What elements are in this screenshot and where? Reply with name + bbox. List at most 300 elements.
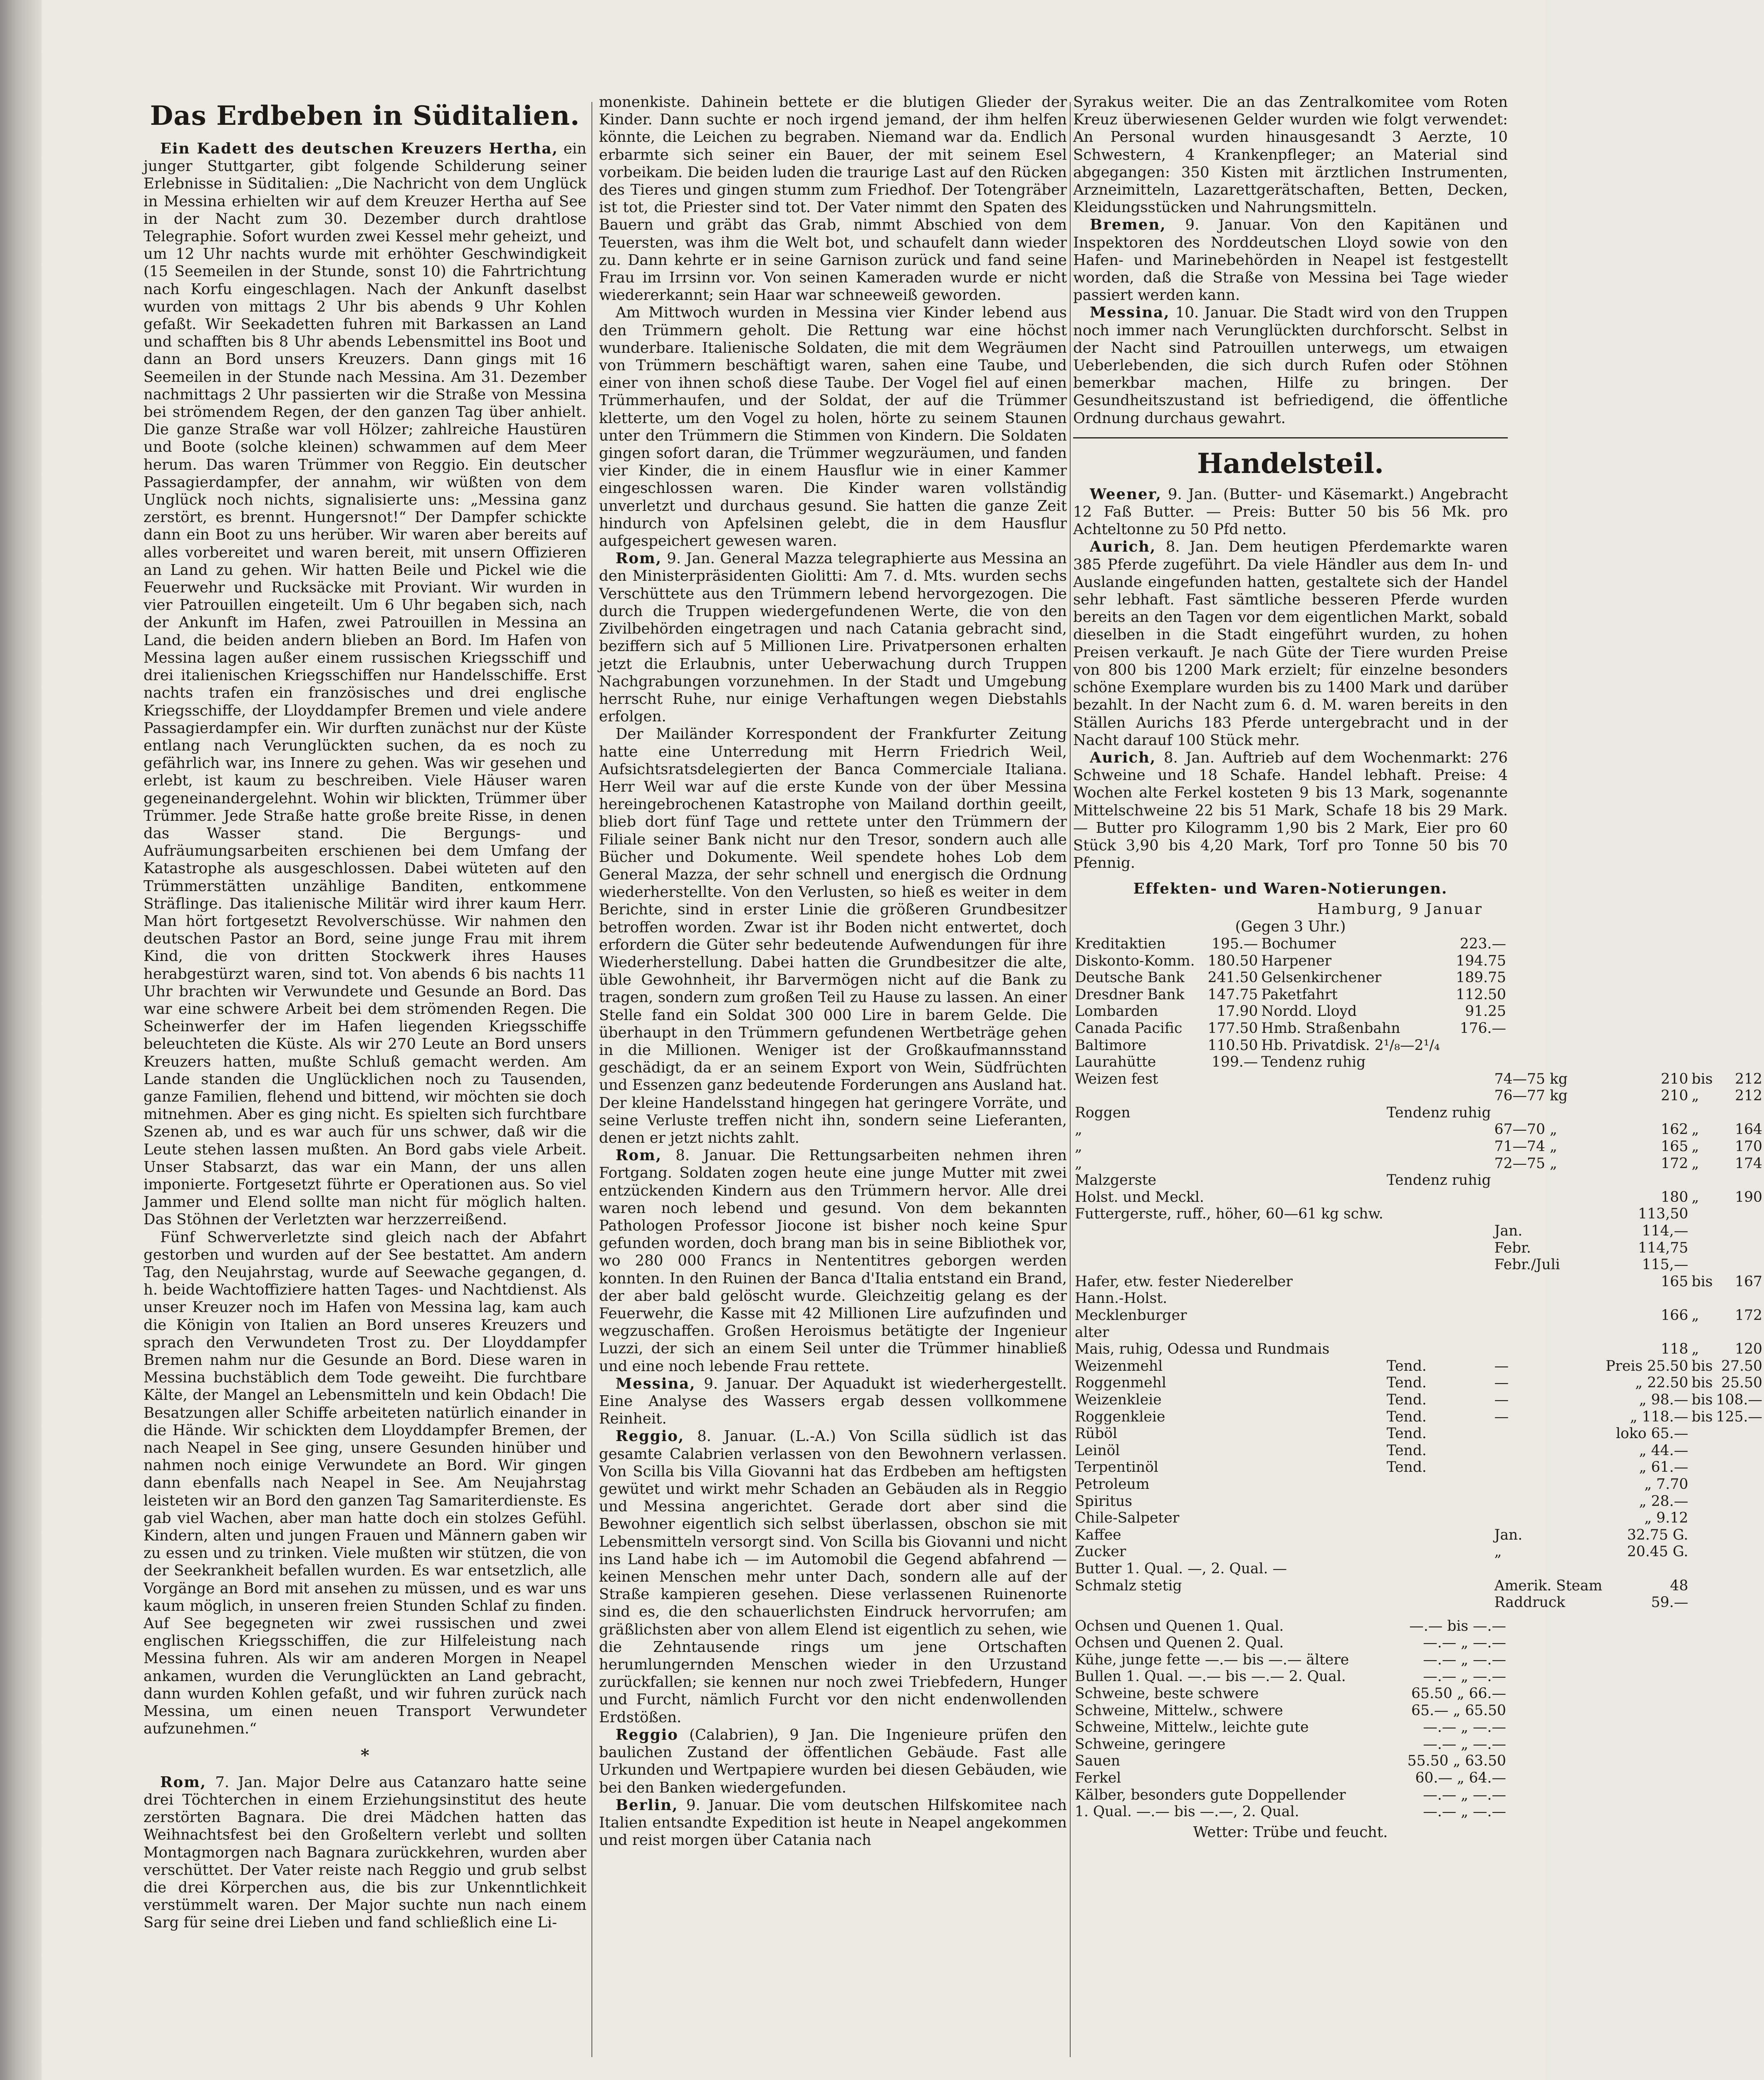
table-cell [1715,1510,1764,1527]
table-cell [1715,1459,1764,1476]
table-cell: 223.— [1460,935,1506,952]
table-cell: „ 22.50 [1635,1374,1688,1392]
dateline: Reggio, [616,1428,685,1445]
article-paragraph: Reggio (Calabrien), 9 Jan. Die Ingenieure prüfen den baulichen Zustand der öffentlichen Gebäude. Fast alle Urkunden und Wertpapiere wurden bei diesen Gebäuden, wie bei den Banken wiedergefunden. [599,1726,1067,1796]
table-cell [1385,1307,1493,1324]
table-row [1073,986,1508,1003]
table-cell: „ 61.— [1639,1459,1688,1476]
table-cell [1690,1560,1715,1577]
table-cell: 113,50 [1638,1206,1688,1223]
table-cell: Sauen [1075,1753,1121,1770]
table-cell: 176.— [1460,1020,1506,1037]
table-cell: 59.— [1651,1594,1688,1611]
table-cell: „ [1075,1121,1082,1138]
table-cell: Baltimore [1075,1037,1147,1054]
table-cell [1073,1087,1385,1104]
table-row [1073,1155,1764,1172]
dateline: Rom, [616,1147,662,1164]
table-cell: Tend. [1386,1391,1427,1408]
table-cell [1690,1577,1715,1595]
article-paragraph: Bremen, 9. Januar. Von den Kapitänen und Inspektoren des Norddeutschen Lloyd sowie von den Hafen- und Marinebehörden in Neapel ist festgestellt worden, daß die Straße von Messina bei Tage wieder passiert werden kann. [1073,216,1508,304]
scan-gutter-shadow [0,0,42,2080]
table-cell: Kälber, besonders gute Doppellender [1075,1786,1346,1803]
table-cell: Bochumer [1261,935,1336,952]
table-cell: 114,— [1642,1223,1688,1240]
table-cell [1715,1493,1764,1510]
table-cell [1385,1577,1493,1595]
weather-note: Wetter: Trübe und feucht. [1193,1823,1388,1841]
table-cell: Terpentinöl [1075,1459,1158,1476]
table-cell: Hb. Privatdisk. 2¹/₈—2¹/₄ [1261,1037,1440,1054]
table-cell: Roggenkleie [1075,1408,1165,1425]
table-cell: Hann.-Holst. [1075,1290,1168,1307]
table-cell: Tend. [1386,1459,1427,1476]
table-cell: 65.50 „ 66.— [1411,1685,1506,1702]
table-row [1073,1527,1764,1544]
table-cell: Tend. [1386,1374,1427,1392]
table-cell: Schweine, beste schwere [1075,1685,1259,1702]
table-cell [1451,1037,1508,1054]
table-cell: alter [1075,1324,1109,1341]
table-cell [1385,1256,1493,1273]
column-rule [591,102,592,2057]
table-cell: Amerik. Steam [1494,1577,1603,1594]
table-cell [1690,1510,1715,1527]
table-cell: Hmb. Straßenbahn [1261,1020,1400,1037]
table-cell [1715,1442,1764,1459]
dateline: Weener, [1090,485,1162,503]
table-cell: „ 44.— [1639,1442,1688,1459]
table-cell: 76—77 kg [1494,1087,1568,1104]
dateline: Berlin, [616,1796,678,1814]
table-row [1073,1071,1764,1088]
table-cell: Paketfahrt [1261,986,1338,1003]
table-row [1073,1324,1764,1341]
article-paragraph: Berlin, 9. Januar. Die vom deutschen Hilfskomitee nach Italien entsandte Expedition ist heute in Neapel angekommen und reist morgen über Catania nach [599,1796,1067,1849]
table-cell: „ [1494,1543,1502,1560]
table-cell [1385,1290,1493,1307]
table-cell: loko 65.— [1616,1425,1688,1442]
table-cell [1073,1256,1385,1273]
table-cell: 210 [1660,1070,1688,1087]
table-cell: Febr./Juli [1494,1256,1560,1273]
table-row [1073,1560,1764,1577]
table-cell: Zucker [1075,1543,1126,1560]
table-row [1073,1594,1764,1611]
table-cell [1493,1273,1604,1290]
article-paragraph: monenkiste. Dahinein bettete er die blutigen Glieder der Kinder. Dann suchte er noch irgend jemand, der ihm helfen könnte, die Leichen zu begraben. Niemand war da. Endlich erbarmte sich seiner ein Bauer, der mit seinem Esel vorbeikam. Die beiden luden die traurige Last auf den Rücken des Tieres und gingen stumm zum Friedhof. Der Totengräber ist tot, die Priester sind tot. Der Vater nimmt den Spaten des Bauern und gräbt das Grab, nimmt Abschied von dem Teuersten, was ihm die Welt bot, und schaufelt dann wieder zu. Dann kehrte er in seine Garnison zurück und fand seine Frau im Irrsinn vor. Von seinen Kameraden wurde er nicht wiedererkannt; sein Haar war schneeweiß geworden. [599,94,1067,304]
table-cell: „ [1691,1121,1699,1138]
table-cell [1493,1104,1604,1122]
table-row [1073,1442,1764,1459]
table-row [1073,1652,1508,1669]
table-row [1073,1577,1764,1595]
table-cell: „ 9.12 [1644,1510,1688,1527]
table-cell [1715,1543,1764,1560]
table-cell [1385,1527,1493,1544]
table-row [1073,1240,1764,1257]
table-cell [1385,1324,1493,1341]
table-cell [1385,1510,1493,1527]
table-cell: 48 [1670,1577,1688,1594]
table-cell: Tend. [1386,1408,1427,1425]
waren-table [1073,1071,1764,1611]
article-paragraph: Messina, 10. Januar. Die Stadt wird von den Truppen noch immer nach Verunglückten durchforscht. Selbst in der Nacht sind Patrouillen unterwegs, um etwaigen Ueberlebenden, die sich durch Rufen oder Stöhnen bemerkbar machen, Hilfe zu bringen. Der Gesundheitszustand ist befriedigend, die öffentliche Ordnung durchaus gewahrt. [1073,304,1508,427]
table-cell: 60.— „ 64.— [1415,1770,1506,1787]
table-row [1073,1392,1764,1409]
table-row [1073,1206,1764,1223]
table-cell: 17.90 [1217,1003,1258,1020]
table-cell [1715,1324,1764,1341]
table-cell: —.— bis —.— [1409,1617,1506,1634]
quotes-title: Effekten- und Waren-Notierungen. [1133,880,1448,898]
table-cell: 1. Qual. —.— bis —.—, 2. Qual. [1075,1803,1299,1820]
table-row [1073,1459,1764,1476]
table-row [1073,1787,1508,1804]
table-row [1073,1668,1508,1685]
table-cell: Tend. [1386,1425,1427,1442]
table-row [1073,1803,1508,1820]
table-cell: 165 [1660,1138,1688,1155]
table-cell [1493,1290,1604,1307]
table-cell [1715,1256,1764,1273]
table-cell [1690,1172,1715,1189]
table-cell [1493,1425,1604,1442]
table-cell: Harpener [1261,952,1332,969]
table-cell [1493,1510,1604,1527]
table-row [1073,1634,1508,1652]
table-cell: „ 28.— [1639,1493,1688,1510]
table-cell: 112.50 [1456,986,1506,1003]
article-paragraph: Der Mailänder Korrespondent der Frankfurter Zeitung hatte eine Unterredung mit Herrn Friedrich Weil, Aufsichtsratsdelegierten der Banca Commerciale Italiana. Herr Weil war auf die erste Kunde von der über Messina hereingebrochenen Katastrophe von Mailand dorthin geeilt, blieb dort fünf Tage und rettete unter den Trümmern der Filiale seiner Bank nicht nur den Tresor, sondern auch alle Bücher und Dokumente. Weil spendete hohes Lob dem General Mazza, der sehr schnell und energisch die Ordnung wiederherstellte. Von den Verlusten, so hieß es weiter in dem Berichte, sind in erster Linie die größeren Grundbesitzer betroffen worden. Zwar ist ihr Boden nicht entwertet, doch erfordern die Güter sehr bedeutende Aufwendungen für ihre Wiederherstellung. Dabei hatten die Grundbesitzer die alte, üble Gewohnheit, ihr Barvermögen nicht auf die Bank zu tragen, sondern zum großen Teil zu Hause zu lassen. An einer Stelle fand ein Soldat 300 000 Lire in barem Gelde. Die überhaupt in den Trümmern gefundenen Wertbeträge gehen in die Millionen. Weniger ist der Großkaufmannsstand geschädigt, da er an seinem Export von Wein, Südfrüchten und Essenzen ganz bedeutende Forderungen ans Ausland hat. Der kleine Handelsstand hingegen hat geringere Vorräte, und seine Verluste treffen nicht ihn, sondern seine Lieferanten, denen er jetzt nichts zahlt. [599,726,1067,1146]
table-cell: 195.— [1211,935,1258,952]
table-cell [1690,1459,1715,1476]
table-row [1073,1476,1764,1493]
table-cell: Preis 25.50 [1606,1357,1688,1374]
table-cell [1604,1560,1690,1577]
table-cell: Gelsenkirchener [1261,969,1382,986]
table-cell [1385,1087,1493,1104]
table-cell: 20.45 G. [1627,1543,1688,1560]
table-cell: — [1494,1374,1509,1392]
table-cell: 180.50 [1207,952,1258,969]
table-cell: —.— „ —.— [1423,1651,1506,1668]
market-report: Weener, 9. Jan. (Butter- und Käsemarkt.) Angebracht 12 Faß Butter. — Preis: Butter 50 bis 56 Mk. pro Achteltonne zu 50 Pfd netto. [1073,485,1508,538]
article-paragraph: Ein Kadett des deutschen Kreuzers Hertha, ein junger Stuttgarter, gibt folgende Schilderung seiner Erlebnisse in Süditalien: „Die Nachricht von dem Unglück in Messina erhielten wir auf dem Kreuzer Hertha auf See in der Nacht zum 30. Dezember durch drahtlose Telegraphie. Sofort wurden zwei Kessel mehr geheizt, und um 12 Uhr nachts wurde mit erhöhter Geschwindigkeit (15 Seemeilen in der Stunde, sonst 10) die Fahrtrichtung nach Korfu eingeschlagen. Nach der Ankunft daselbst wurden von mittags 2 Uhr bis abends 9 Uhr Kohlen gefaßt. Wir Seekadetten fuhren mit Barkassen an Land und schafften bis 8 Uhr abends Lebensmittel ins Boot und dann an Bord unsers Kreuzers. Dann gings mit 16 Seemeilen in der Stunde nach Messina. Am 31. Dezember nachmittags 2 Uhr passierten wir die Straße von Messina bei strömendem Regen, der den ganzen Tag über anhielt. Die ganze Straße war voll Hölzer; zahlreiche Haustüren und Boote (solche kleinen) schwammen auf dem Meer herum. Das waren Trümmer von Reggio. Ein deutscher Passagierdampfer, der annahm, wir wüßten von dem Unglück noch nichts, signalisierte uns: „Messina ganz zerstört, es brennt. Hungersnot!“ Der Dampfer schickte dann ein Boot zu uns herüber. Wir waren aber bereits auf alles vorbereitet und waren bereit, mit unsern Offizieren an Land zu gehen. Wir hatten Beile und Pickel wie die Feuerwehr und Rucksäcke mit Proviant. Wir wurden in vier Patrouillen eingeteilt. Um 6 Uhr begaben sich, nach der Ankunft im Hafen, zwei Patrouillen in Messina an Land, die beiden andern blieben an Bord. Im Hafen von Messina lagen außer einem russischen Kriegsschiff und drei italienischen Kriegsschiffen nur Handelsschiffe. Erst nachts trafen ein französisches und drei englische Kriegsschiffe, der Lloyddampfer Bremen und viele andere Passagierdampfer ein. Wir durften zunächst nur der Küste entlang nach Verunglückten suchen, da es noch zu gefährlich war, ins Innere zu gehen. Was wir gesehen und erlebt, ist kaum zu beschreiben. Viele Häuser waren gegeneinandergelehnt. Wohin wir blickten, Trümmer über Trümmer. Jede Straße hatte große breite Risse, in denen das Wasser stand. Die Bergungs- und Aufräumungsarbeiten erschienen bei dem Umfang der Katastrophe als ausgeschlossen. Dabei wüteten auf den Trümmerstätten unzählige Banditen, entkommene Sträflinge. Das italienische Militär wird ihrer kaum Herr. Man hört fortgesetzt Revolverschüsse. Wir nahmen den deutschen Pastor an Bord, seine junge Frau mit ihrem Kind, die von dritten Stockwerk ihres Hauses herabgestürzt waren, sind tot. Von abends 6 bis nachts 11 Uhr brachten wir Verwundete und Gesunde an Bord. Das war eine schwere Arbeit bei dem strömenden Regen. Die Scheinwerfer der im Hafen liegenden Kriegsschiffe beleuchteten die Küste. Als wir 270 Leute an Bord unsers Kreuzers hatten, mußte Schluß gemacht werden. Am Lande standen die Unglücklichen noch zu Tausenden, ganze Familien, flehend und bittend, wir möchten sie doch mitnehmen. Aber es ging nicht. Es spielten sich furchtbare Szenen ab, und es war auch für uns schwer, daß wir die Leute stehen lassen mußten. An Bord gabs viele Arbeit. Unser Stabsarzt, das war ein Mann, der uns allen imponierte. Fortgesetzt führte er Operationen aus. So viel Jammer und Elend sollte man nicht für möglich halten. Das Stöhnen der Verletzten war herzzerreißend. [143,140,586,1228]
table-cell: 27.50 [1721,1357,1762,1374]
dateline: Messina, [1090,304,1170,322]
table-cell [1493,1493,1604,1510]
table-cell: 162 [1660,1121,1688,1138]
table-cell: Weizenkleie [1075,1391,1162,1408]
table-cell: Nordd. Lloyd [1261,1003,1357,1020]
table-cell: Futtergerste, ruff., höher, 60—61 kg schw. [1075,1206,1383,1223]
table-row [1073,1020,1508,1037]
table-cell: „ [1691,1189,1699,1206]
table-row [1073,1425,1764,1442]
table-cell: Ochsen und Quenen 1. Qual. [1075,1617,1284,1634]
table-cell: Jan. [1494,1526,1523,1543]
table-cell [1385,1240,1493,1257]
table-cell: „ [1691,1155,1699,1172]
table-row [1073,936,1508,953]
table-cell [1385,1189,1493,1206]
table-cell [1073,1240,1385,1257]
table-cell: bis [1691,1408,1713,1425]
table-cell: Tendenz ruhig [1386,1104,1491,1121]
table-cell: — [1494,1357,1509,1374]
table-cell: 194.75 [1456,952,1506,969]
table-cell: 210 [1660,1087,1688,1104]
table-cell: 166 [1660,1307,1688,1324]
table-cell [1385,1138,1493,1155]
table-cell [1715,1172,1764,1189]
table-cell: Butter 1. Qual. —, 2. Qual. — [1075,1560,1287,1577]
table-cell: Deutsche Bank [1075,969,1185,986]
table-cell: Bullen 1. Qual. —.— bis —.— 2. Qual. [1075,1668,1346,1685]
table-row [1073,1087,1764,1104]
table-cell: —.— „ —.— [1423,1786,1506,1803]
table-cell [1493,1442,1604,1459]
table-cell [1385,1273,1493,1290]
table-cell: 189.75 [1456,969,1506,986]
table-cell: Chile-Salpeter [1075,1510,1180,1527]
table-cell: 72—75 „ [1494,1155,1557,1172]
table-cell [1715,1206,1764,1223]
table-cell [1385,1560,1493,1577]
table-cell: 110.50 [1207,1037,1258,1054]
table-cell [1715,1290,1764,1307]
table-cell: Leinöl [1075,1442,1120,1459]
table-cell: 172 [1735,1307,1762,1324]
table-cell: Malzgerste [1075,1172,1157,1189]
quotes-time: (Gegen 3 Uhr.) [1235,918,1346,935]
table-row [1073,1256,1764,1273]
table-row [1073,1273,1764,1290]
table-cell: 199.— [1211,1054,1258,1071]
table-cell: Kühe, junge fette —.— bis —.— ältere [1075,1651,1349,1668]
market-report: Aurich, 8. Jan. Auftrieb auf dem Wochenmarkt: 276 Schweine und 18 Schafe. Handel lebhaft. Preise: 4 Wochen alte Ferkel kosteten 9 bis 13 Mark, sogenannte Mittelschweine 22 bis 51 Mark, Schafe 18 bis 29 Mark. — Butter pro Kilogramm 1,90 bis 2 Mark, Eier pro 60 Stück 3,90 bis 4,20 Mark, Torf pro Tonne 50 bis 70 Pfennig. [1073,749,1508,872]
table-cell [1715,1104,1764,1122]
table-cell: Roggenmehl [1075,1374,1166,1392]
table-cell: —.— „ —.— [1423,1803,1506,1820]
table-cell: „ [1691,1307,1699,1324]
article-paragraph: Rom, 8. Januar. Die Rettungsarbeiten nehmen ihren Fortgang. Soldaten zogen heute eine junge Mutter mit zwei entzückenden Kindern aus den Trümmern hervor. Alle drei waren noch lebend und gesund. Von dem bekannten Pathologen Professor Jiocone ist bisher noch keine Spur gefunden worden, doch brang man bis in seine Bibliothek vor, wo 280 000 Francs in Nententitres geborgen werden konnten. In den Ruinen der Banca d'Italia entstand ein Brand, der aber bald gelöscht wurde. Gleichzeitig gelang es der Feuerwehr, die Kasse mit 42 Millionen Lire aufzufinden und wegzuschaffen. Großen Heroismus betätigte der Ingenieur Luzzi, der sich an einem Seil unter die Trümmer hinabließ und eine noch lebende Frau rettete. [599,1147,1067,1375]
table-cell: Raddruck [1494,1594,1566,1611]
table-cell: Schmalz stetig [1075,1577,1182,1594]
table-cell: 32.75 G. [1627,1526,1688,1543]
table-cell: Kaffee [1075,1526,1121,1543]
table-cell: 125.— [1716,1408,1762,1425]
column-3 [1073,94,1762,2080]
table-cell: 115,— [1642,1256,1688,1273]
table-cell: Febr. [1494,1239,1531,1256]
table-cell: Tend. [1386,1442,1427,1459]
dateline: Bremen, [1090,216,1166,234]
table-row [1073,1037,1508,1054]
table-row [1073,1374,1764,1392]
table-cell [1690,1324,1715,1341]
table-row [1073,1618,1508,1635]
table-cell: Schweine, Mittelw., leichte gute [1075,1719,1309,1736]
table-cell: 25.50 [1721,1374,1762,1392]
table-cell [1385,1155,1493,1172]
table-cell [1385,1594,1493,1611]
table-cell [1690,1256,1715,1273]
table-cell: Weizen fest [1075,1070,1158,1087]
table-cell [1493,1560,1604,1577]
table-cell [1690,1425,1715,1442]
table-cell: —.— „ —.— [1423,1634,1506,1652]
table-cell: 165 [1660,1273,1688,1290]
table-row [1073,1172,1764,1189]
table-cell [1690,1206,1715,1223]
dateline: Aurich, [1090,538,1156,556]
table-cell [1385,1223,1493,1240]
table-cell: Tendenz ruhig [1386,1172,1491,1189]
dateline: Aurich, [1090,749,1156,766]
table-cell [1385,1543,1493,1560]
table-row [1073,1290,1764,1307]
table-cell [1493,1307,1604,1324]
table-cell: 108.— [1716,1391,1762,1408]
table-cell: Ferkel [1075,1770,1121,1787]
table-cell [1715,1594,1764,1611]
table-cell: 172 [1660,1155,1688,1172]
quotes-place: Hamburg, 9 Januar [1317,900,1483,918]
table-cell: Diskonto-Komm. [1075,952,1195,969]
table-cell: 164 [1735,1121,1762,1138]
table-cell: Mecklenburger [1075,1307,1187,1324]
table-cell: Tend. [1386,1357,1427,1374]
table-cell [1604,1290,1690,1307]
table-cell [1493,1206,1604,1223]
table-cell: Holst. und Meckl. [1075,1189,1204,1206]
article-paragraph: Fünf Schwerverletzte sind gleich nach der Abfahrt gestorben und wurden auf der See bestattet. Am andern Tag, den Neujahrstag, wurde auf Seewache gegangen, d. h. beide Wachtoffiziere hatten Tages- und Nachtdienst. Als unser Kreuzer noch im Hafen von Messina lag, kam auch die Königin von Italien an Bord unseres Kreuzers und sprach den Verwundeten Trost zu. Der Lloyddampfer Bremen nahm nur die Gesunde an Bord. Diese waren in Messina buchstäblich dem Tode geweiht. Die furchtbare Kälte, der Mangel an Lebensmitteln und kein Obdach! Die Besatzungen aller Schiffe arbeiteten natürlich einander in die Hände. Wir schickten dem Lloyddampfer Bremen, der nach Neapel in See ging, unsere Gesunden hinüber und nahmen noch einige Verwundete an Bord. Wir gingen dann ebenfalls nach Neapel in See. Am Neujahrstag leisteten wir an Bord den ganzen Tag Samariterdienste. Es gab viel Wachen, aber man hatte doch ein stolzes Gefühl. Kindern, alten und jungen Frauen und Männern gaben wir zu essen und zu trinken. Viele mußten wir stützen, die von der Seekrankheit befallen wurden. Es war entsetzlich, alle Vorgänge an Bord mit ansehen zu müssen, und es war uns kaum möglich, in unseren freien Stunden Schlaf zu finden. Auf See begegneten wir zwei russischen und zwei englischen Kriegsschiffen, die zur Hilfeleistung nach Messina fuhren. Als wir am anderen Morgen in Neapel ankamen, wurden die Verunglückten an Land gebracht, dann wurden Kohlen gefaßt, und wir fuhren zurück nach Messina, um einen neuen Transport Verwundeter aufzunehmen.“ [143,1228,586,1738]
table-cell: 71—74 „ [1494,1138,1557,1155]
table-cell [1604,1324,1690,1341]
table-cell [1715,1560,1764,1577]
table-row [1073,969,1508,986]
table-row [1073,1685,1508,1702]
table-row [1073,1736,1508,1753]
table-cell: Roggen [1075,1104,1131,1121]
table-cell: — [1494,1408,1509,1425]
article-paragraph: Am Mittwoch wurden in Messina vier Kinder lebend aus den Trümmern geholt. Die Rettung war eine höchst wunderbare. Italienische Soldaten, die mit dem Wegräumen von Trümmern beschäftigt waren, sahen eine Taube, und einer von ihnen schoß diese Taube. Der Vogel fiel auf einen Trümmerhaufen, und der Soldat, der auf die Trümmer kletterte, um den Vogel zu holen, hörte zu seinem Staunen unter den Trümmern die Stimmen von Kindern. Die Soldaten gingen sofort daran, die Trümmer wegzuräumen, und fanden vier Kinder, die in einem Hausflur wie in einer Kammer eingeschlossen waren. Die Kinder waren vollständig unverletzt und durchaus gesund. Sie hatten die ganze Zeit hindurch von Apfelsinen gelebt, die in dem Hausflur aufgespeichert gewesen waren. [599,304,1067,550]
table-cell [1690,1104,1715,1122]
table-cell: „ [1691,1087,1699,1104]
table-cell: Dresdner Bank [1075,986,1185,1003]
dateline: Rom, [616,550,662,567]
table-cell [1604,1104,1690,1122]
table-cell [1385,1071,1493,1088]
table-cell [1690,1543,1715,1560]
table-cell: 241.50 [1207,969,1258,986]
column-2 [599,94,1067,2080]
table-cell [1715,1527,1764,1544]
table-row [1073,1493,1764,1510]
table-cell [1715,1577,1764,1595]
table-cell: 212 [1735,1070,1762,1087]
table-cell [1385,1206,1493,1223]
table-cell [1715,1223,1764,1240]
table-cell [1690,1223,1715,1240]
table-cell [1690,1527,1715,1544]
table-cell [1493,1189,1604,1206]
table-cell [1073,1594,1385,1611]
table-cell: Tendenz ruhig [1261,1054,1366,1071]
table-cell: — [1494,1391,1509,1408]
table-cell: 147.75 [1207,986,1258,1003]
table-cell: Canada Pacific [1075,1020,1183,1037]
article-paragraph: Reggio, 8. Januar. (L.-A.) Von Scilla südlich ist das gesamte Calabrien verlassen von den Bewohnern verlassen. Von Scilla bis Villa Giovanni hat das Erdbeben am heftigsten gewütet und wirkt mehr Schaden an Gebäuden als in Reggio und Messina angerichtet. Gerade dort aber sind die Bewohner eigentlich sich selbst überlassen, obschon sie mit Lebensmitteln versorgt sind. Von Scilla bis Giovanni und nicht ins Land habe ich — im Automobil die Gegend abfahrend — keinen Menschen mehr unter Dach, sondern alle auf der Straße kampieren gesehen. Diese verlassenen Ruinenorte sind es, die den schauerlichsten Eindruck hervorrufen; am gräßlichsten aber von allem Elend ist eigentlich zu sehen, wie die Zehntausende rings um jene Ortschaften herumlungernden Menschen wieder in den Urzustand zurückfallen; sie kennen nur noch zwei Triebfedern, Hunger und Furcht, nämlich Furcht vor den nicht endenwollenden Erdstößen. [599,1428,1067,1726]
table-cell [1715,1425,1764,1442]
table-cell: —.— „ —.— [1423,1668,1506,1685]
column-rule [1070,102,1071,2057]
table-cell: 55.50 „ 63.50 [1407,1753,1506,1770]
table-cell: 212 [1735,1087,1762,1104]
table-row [1073,1510,1764,1527]
table-cell [1690,1594,1715,1611]
table-cell: —.— „ —.— [1423,1719,1506,1736]
table-cell [1385,1341,1493,1358]
effekten-table [1073,936,1508,1071]
table-cell: 91.25 [1465,1003,1506,1020]
dateline: Reggio [616,1726,678,1743]
table-cell: 180 [1660,1189,1688,1206]
table-cell: „ [1075,1155,1082,1172]
vieh-table [1073,1618,1508,1820]
table-cell [1715,1240,1764,1257]
table-row [1073,1341,1764,1358]
table-cell: bis [1691,1273,1713,1290]
dateline: Messina, [616,1375,696,1392]
table-row [1073,1307,1764,1324]
table-cell: Schweine, geringere [1075,1736,1226,1753]
section-rule [1073,437,1508,438]
table-cell [1073,1223,1385,1240]
table-cell [1690,1240,1715,1257]
table-cell: bis [1691,1070,1713,1087]
table-cell: Rüböl [1075,1425,1118,1442]
market-report: Aurich, 8. Jan. Dem heutigen Pferdemarkte waren 385 Pferde zugeführt. Da viele Händler aus dem In- und Auslande eingefunden hatten, gestaltete sich der Handel sehr lebhaft. Fast sämtliche besseren Pferde wurden bereits an den Tagen vor dem eigentlichen Markt, sobald dieselben in die Stadt eingeführt wurden, zu hohen Preisen verkauft. Je nach Güte der Tiere wurden Preise von 800 bis 1200 Mark erzielt; für einzelne besonders schöne Exemplare wurden bis zu 1400 Mark und darüber bezahlt. In der Nacht zum 6. d. M. waren bereits in den Ställen Aurichs 183 Pferde untergebracht und in der Nacht darauf 100 Stück mehr. [1073,538,1508,749]
table-cell: Kreditaktien [1075,935,1166,952]
table-cell [1385,1476,1493,1493]
table-cell [1493,1476,1604,1493]
table-cell [1604,1172,1690,1189]
table-row [1073,1189,1764,1206]
table-cell: bis [1691,1357,1713,1374]
table-cell [1385,1121,1493,1138]
table-cell: „ [1691,1341,1699,1358]
table-row [1073,953,1508,970]
table-cell [1451,1054,1508,1071]
dateline: Rom, [160,1773,207,1791]
table-cell: 170 [1735,1138,1762,1155]
table-cell: Mais, ruhig, Odessa und Rundmais [1075,1341,1330,1358]
table-row [1073,1543,1764,1560]
article-paragraph: Rom, 7. Jan. Major Delre aus Catanzaro hatte seine drei Töchterchen in einem Erziehungsinstitut des heute zerstörten Bagnara. Die drei Mädchen hatten das Weihnachtsfest bei den Großeltern verlebt und sollten Montagmorgen nach Bagnara zurückkehren, wurden aber verschüttet. Der Vater reiste nach Reggio und grub selbst die drei Körperchen aus, die bis zur Unkenntlichkeit verstümmelt waren. Der Major suchte nun nach einem Sarg für seine drei Lieben und fand schließlich eine Li- [143,1773,586,1931]
table-row [1073,1003,1508,1020]
table-row [1073,1753,1508,1770]
article-paragraph: Rom, 9. Jan. General Mazza telegraphierte aus Messina an den Ministerpräsidenten Giolitti: Am 7. d. Mts. wurden sechs Verschüttete aus den Trümmern lebend hervorgezogen. Die durch die Truppen wiedergefundenen Werte, die von den Zivilbehörden eingetragen und nach Catania gebracht sind, beziffern sich auf 5 Millionen Lire. Privatpersonen erhalten jetzt die Erlaubnis, unter Ueberwachung durch Truppen Nachgrabungen vorzunehmen. In der Stadt und Umgebung herrscht Ruhe, nur einige Verhaftungen wegen Diebstahls erfolgen. [599,550,1067,726]
table-row [1073,1223,1764,1240]
table-cell: „ [1075,1138,1082,1155]
article-paragraph: Syrakus weiter. Die an das Zentralkomitee vom Roten Kreuz überwiesenen Gelder wurden wie folgt verwendet: An Personal wurden hinausgesandt 3 Aerzte, 10 Schwestern, 4 Krankenpfleger; an Material sind abgegangen: 350 Kisten mit ärztlichen Instrumenten, Arzneimitteln, Lazarettgerätschaften, Betten, Decken, Kleidungsstücken und Nahrungsmitteln. [1073,94,1508,216]
table-cell: Ochsen und Quenen 2. Qual. [1075,1634,1284,1652]
table-row [1073,1104,1764,1122]
table-row [1073,1121,1764,1138]
